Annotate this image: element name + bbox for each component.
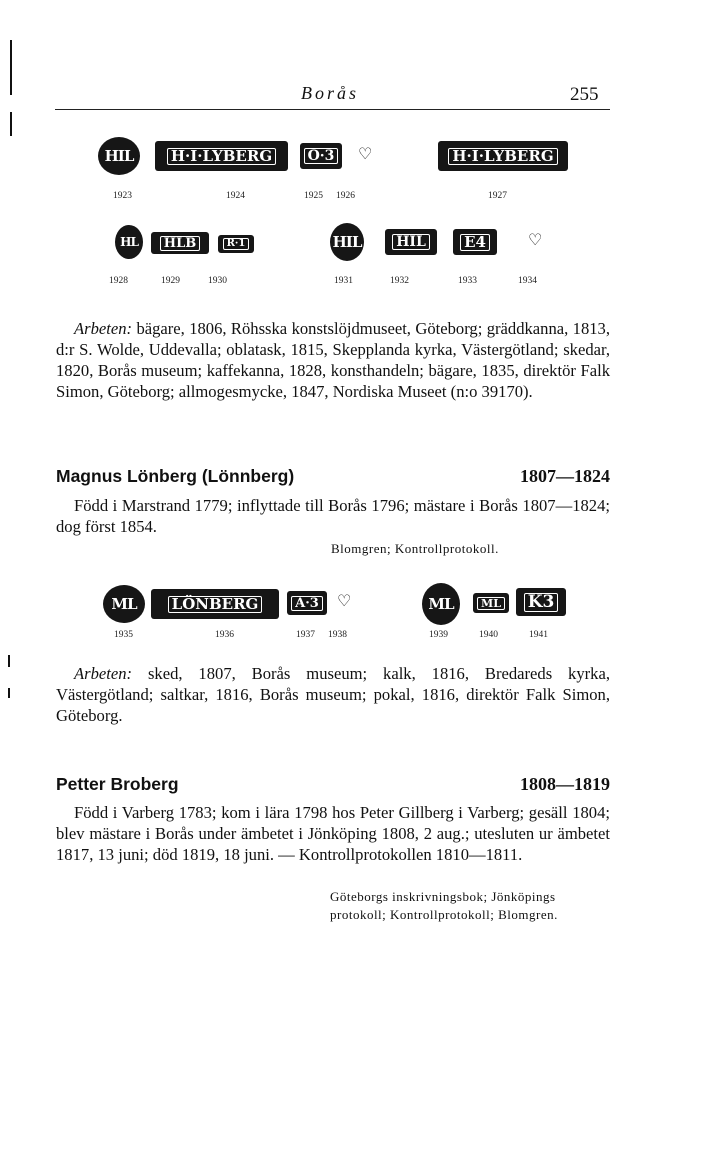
date-mark: O·3: [300, 143, 342, 169]
date-mark: A·3: [287, 591, 327, 615]
mark-number: 1935: [114, 630, 133, 640]
mark-number: 1929: [161, 276, 180, 286]
active-dates: 1808—1819: [520, 774, 610, 794]
mark-number: 1938: [328, 630, 347, 640]
mark-number: 1925: [304, 191, 323, 201]
margin-scan-mark: [8, 688, 10, 698]
biography-paragraph: Född i Marstrand 1779; inflyttade till Borås 1796; mästare i Borås 1807—1824; dog först 1854.: [56, 496, 610, 536]
mark-number: 1936: [215, 630, 234, 640]
mark-number: 1926: [336, 191, 355, 201]
date-mark: E4: [453, 229, 497, 255]
heart-icon: ♡: [358, 146, 373, 163]
mark-number: 1932: [390, 276, 409, 286]
works-label: Arbeten:: [74, 319, 133, 338]
mark-number: 1927: [488, 191, 507, 201]
works-text: sked, 1807, Borås museum; kalk, 1816, Bredareds kyrka, Västergötland; saltkar, 1816, Borås museum; pokal, 1816, direktör Falk Simon, Göteborg.: [56, 664, 610, 725]
date-mark: K3: [516, 588, 566, 616]
town-mark: R·1: [218, 235, 254, 253]
sources-note: Blomgren; Kontrollprotokoll.: [331, 541, 499, 556]
running-header-title: Borås: [300, 83, 359, 103]
mark-number: 1928: [109, 276, 128, 286]
maker-mark-name: LÖNBERG: [151, 589, 279, 619]
silversmith-heading: [56, 774, 610, 795]
mark-number: 1931: [334, 276, 353, 286]
silversmith-heading: [56, 466, 610, 487]
mark-number: 1923: [113, 191, 132, 201]
maker-mark-oval: HIL: [330, 223, 364, 261]
maker-mark-oval: HL: [115, 225, 143, 259]
mark-number: 1941: [529, 630, 548, 640]
margin-scan-mark: [8, 655, 10, 667]
mark-number: 1924: [226, 191, 245, 201]
maker-mark-name: HLB: [151, 232, 209, 254]
heart-icon: ♡: [528, 232, 543, 249]
biography-paragraph: Född i Varberg 1783; kom i lära 1798 hos Peter Gillberg i Varberg; gesäll 1804; blev mästare i Borås under ämbetet i Jönköping 1808, 2 aug.; utesluten ur ämbetet 1817, 13 juni; död 1819, 18 juni. — Kontrollprotokollen 1810—1811.: [56, 803, 610, 864]
works-paragraph: [56, 663, 610, 726]
maker-mark-name: H·I·LYBERG: [438, 141, 568, 171]
maker-mark-name: H·I·LYBERG: [155, 141, 288, 171]
mark-number: 1934: [518, 276, 537, 286]
mark-number: 1933: [458, 276, 477, 286]
mark-number: 1940: [479, 630, 498, 640]
maker-mark-name: ML: [473, 593, 509, 613]
works-paragraph: [56, 318, 610, 402]
maker-mark-oval: HIL: [98, 137, 140, 175]
heart-icon: ♡: [337, 593, 352, 610]
maker-mark-name: HIL: [385, 229, 437, 255]
maker-mark-oval: ML: [103, 585, 145, 623]
header-rule: [55, 109, 610, 110]
works-text: bägare, 1806, Röhsska konstslöjdmuseet, Göteborg; gräddkanna, 1813, d:r S. Wolde, Uddevalla; oblatask, 1815, Skepplanda kyrka, Västergötland; skedar, 1820, Borås museum; kaffekanna, 1828, konsthandeln; bägare, 1835, direktör Falk Simon, Göteborg; allmogesmycke, 1847, Nordiska Museet (n:o 39170).: [56, 319, 610, 401]
silversmith-name: Magnus Lönberg (Lönnberg): [56, 466, 295, 486]
active-dates: 1807—1824: [520, 466, 610, 486]
works-label: Arbeten:: [74, 664, 133, 683]
mark-number: 1930: [208, 276, 227, 286]
margin-scan-mark: [10, 112, 12, 136]
page-number: 255: [570, 84, 599, 105]
mark-number: 1939: [429, 630, 448, 640]
mark-number: 1937: [296, 630, 315, 640]
silversmith-name: Petter Broberg: [56, 774, 179, 794]
sources-note: Göteborgs inskrivningsbok; Jönköpings protokoll; Kontrollprotokoll; Blomgren.: [330, 889, 558, 922]
maker-mark-oval: ML: [422, 583, 460, 625]
